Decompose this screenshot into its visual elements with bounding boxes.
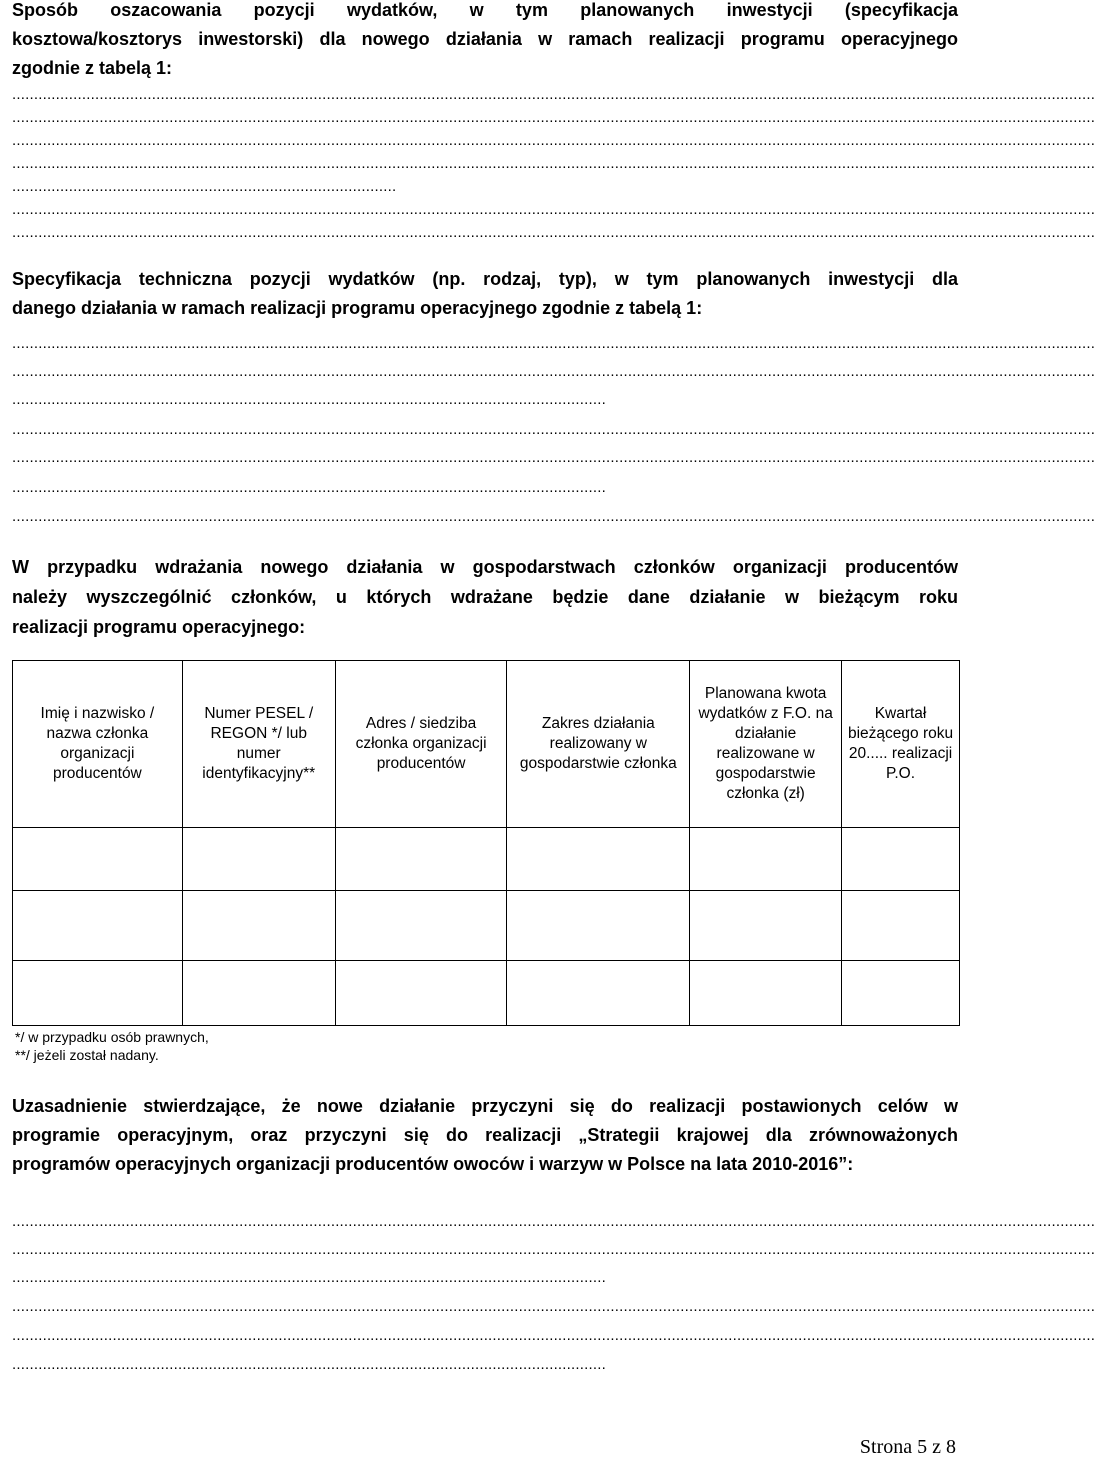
section-3-line-3: realizacji programu operacyjnego:: [12, 617, 306, 637]
members-table: [12, 660, 960, 1026]
page-number: Strona 5 z 8: [859, 1436, 956, 1458]
table-cell[interactable]: [335, 961, 507, 1026]
section-2-line-1: Specyfikacja techniczna pozycji wydatków (np. rodzaj, typ), w tym planowanych inwestycji dla: [12, 269, 958, 289]
fill-line: ........................................................................................................................................................................................................................................................: [12, 1213, 1095, 1230]
section-1-line-2: kosztowa/kosztorys inwestorski) dla nowego działania w ramach realizacji programu operacyjnego: [12, 29, 958, 49]
section-3-line-1: W przypadku wdrażania nowego działania w gospodarstwach członków organizacji producentów: [12, 557, 958, 577]
table-cell[interactable]: [507, 891, 690, 961]
table-cell[interactable]: [335, 828, 507, 891]
section-4-line-3: programów operacyjnych organizacji producentów owoców i warzyw w Polsce na lata 2010-2016”:: [12, 1154, 854, 1174]
fill-line: ........................................................................................................................................................................................................................................................: [12, 1327, 1095, 1344]
table-cell[interactable]: [690, 961, 842, 1026]
table-cell[interactable]: [690, 891, 842, 961]
fill-line: ........................................................................................................................................................................................................................................................: [12, 335, 1095, 352]
header-pesel-regon: Numer PESEL / REGON */ lub numer identyfikacyjny**: [182, 661, 335, 828]
table-cell[interactable]: [690, 828, 842, 891]
header-address: Adres / siedziba członka organizacji producentów: [335, 661, 507, 828]
section-3-line-2: należy wyszczególnić członków, u których wdrażane będzie dane działanie w bieżącym roku: [12, 587, 958, 607]
fill-line: ........................................................................................................................................................................................................................................................: [12, 224, 1095, 241]
fill-line: ........................................................................................................................................................................................................................................................: [12, 201, 1095, 218]
table-cell[interactable]: [842, 828, 960, 891]
table-cell[interactable]: [182, 828, 335, 891]
header-member-name: Imię i nazwisko / nazwa członka organizacji producentów: [13, 661, 183, 828]
header-planned-amount: Planowana kwota wydatków z F.O. na działanie realizowane w gospodarstwie członka (zł): [690, 661, 842, 828]
table-header-row: [13, 661, 960, 828]
fill-line: ........................................................................................................................................................................................................................................................: [12, 363, 1095, 380]
fill-line: ........................................................................................................................................................................................................................................................: [12, 508, 1095, 525]
section-2-line-2: danego działania w ramach realizacji programu operacyjnego zgodnie z tabelą 1:: [12, 298, 703, 318]
section-4-line-1: Uzasadnienie stwierdzające, że nowe działanie przyczyni się do realizacji postawionych celów w: [12, 1096, 958, 1116]
fill-line: ........................................................................................................................................: [12, 1269, 606, 1286]
fill-line: ........................................................................................................................................................................................................................................................: [12, 109, 1095, 126]
fill-line: ........................................................................................................................................................................................................................................................: [12, 421, 1095, 438]
table-cell[interactable]: [335, 891, 507, 961]
fill-line: ........................................................................................................................................................................................................................................................: [12, 449, 1095, 466]
fill-line: ........................................................................................................................................................................................................................................................: [12, 155, 1095, 172]
section-4-line-2: programie operacyjnym, oraz przyczyni się do realizacji „Strategii krajowej dla zrównoważonych: [12, 1125, 958, 1145]
table-cell[interactable]: [507, 828, 690, 891]
header-scope: Zakres działania realizowany w gospodarstwie członka: [507, 661, 690, 828]
table-cell[interactable]: [842, 961, 960, 1026]
table-cell[interactable]: [182, 891, 335, 961]
table-row: [13, 891, 960, 961]
fill-line: ........................................................................................................................................: [12, 479, 606, 496]
table-cell[interactable]: [13, 828, 183, 891]
table-cell[interactable]: [842, 891, 960, 961]
fill-line: ........................................................................................................................................................................................................................................................: [12, 86, 1095, 103]
table-cell[interactable]: [182, 961, 335, 1026]
footnote-legal-persons: */ w przypadku osób prawnych,: [15, 1029, 209, 1045]
table-cell[interactable]: [507, 961, 690, 1026]
header-quarter: Kwartał bieżącego roku 20..... realizacji P.O.: [842, 661, 960, 828]
fill-line: ........................................................................................................................................................................................................................................................: [12, 1298, 1095, 1315]
fill-line: ........................................................................................................................................: [12, 391, 606, 408]
fill-line: ........................................................................................................................................: [12, 1356, 606, 1373]
section-1-line-3: zgodnie z tabelą 1:: [12, 58, 173, 78]
fill-line: ........................................................................................: [12, 178, 397, 195]
fill-line: ........................................................................................................................................................................................................................................................: [12, 132, 1095, 149]
fill-line: ........................................................................................................................................................................................................................................................: [12, 1241, 1095, 1258]
table-cell[interactable]: [13, 891, 183, 961]
table-cell[interactable]: [13, 961, 183, 1026]
table-row: [13, 828, 960, 891]
table-row: [13, 961, 960, 1026]
footnote-if-assigned: **/ jeżeli został nadany.: [15, 1047, 159, 1063]
section-1-line-1: Sposób oszacowania pozycji wydatków, w tym planowanych inwestycji (specyfikacja: [12, 0, 958, 20]
